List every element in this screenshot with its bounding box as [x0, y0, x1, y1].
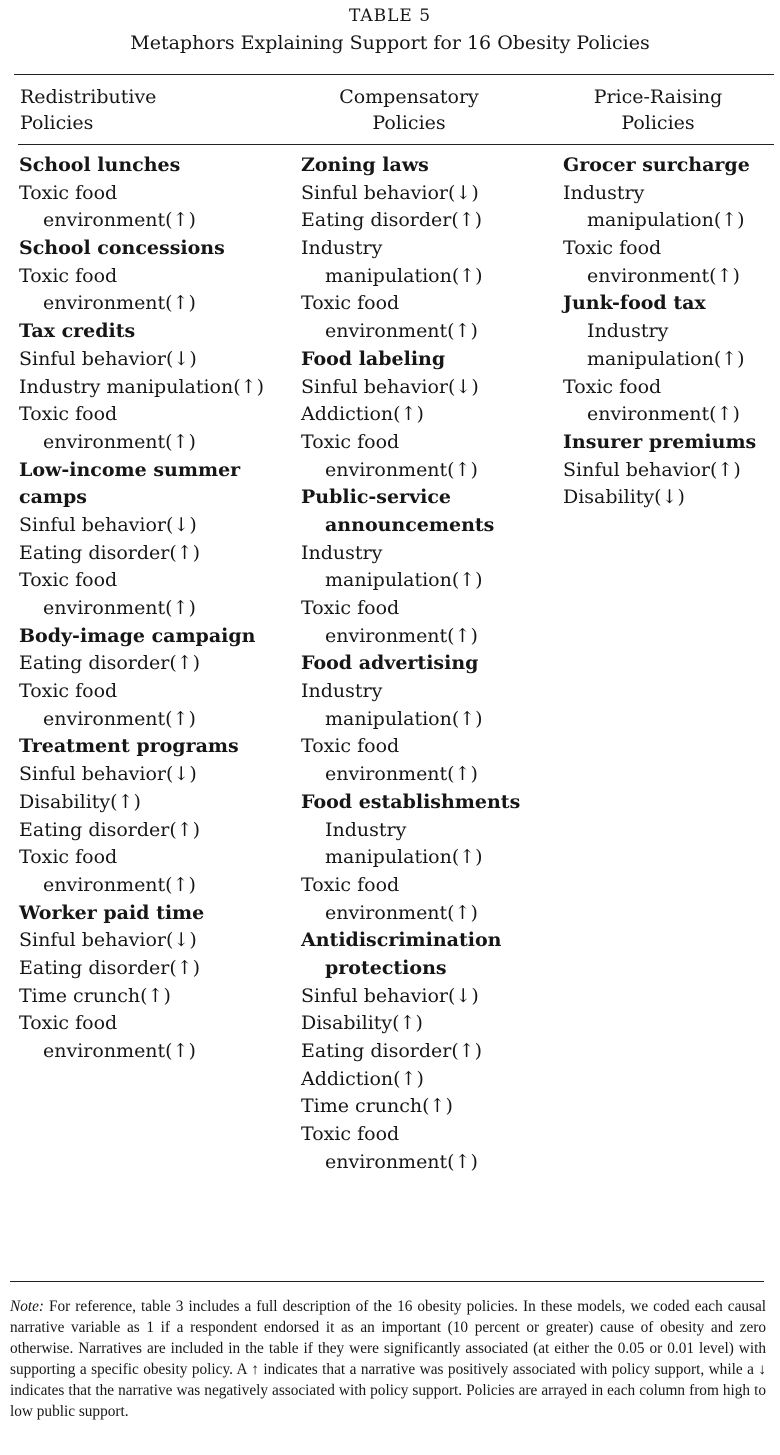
- narrative-entry: Toxic food: [19, 403, 118, 426]
- narrative-entry: Time crunch(↑): [19, 984, 171, 1007]
- narrative-entry: Industry: [325, 818, 407, 841]
- narrative-entry: manipulation(↑): [325, 264, 483, 287]
- policy-name: Tax credits: [19, 320, 136, 343]
- policy-name: Food establishments: [301, 790, 521, 813]
- policy-name: Grocer surcharge: [563, 154, 750, 176]
- narrative-entry: Eating disorder(↑): [301, 209, 483, 232]
- policy-name: School lunches: [19, 154, 181, 176]
- narrative-entry: Sinful behavior(↓): [19, 763, 197, 786]
- table-title: Metaphors Explaining Support for 16 Obesity Policies: [130, 32, 650, 54]
- narrative-entry: environment(↑): [43, 707, 196, 730]
- policy-name: Insurer premiums: [563, 430, 757, 453]
- narrative-entry: Industry: [301, 237, 383, 260]
- narrative-entry: Toxic food: [19, 846, 118, 869]
- narrative-entry: Toxic food: [301, 430, 400, 453]
- narrative-entry: Eating disorder(↑): [19, 956, 201, 979]
- header-line: Price-Raising: [593, 86, 723, 108]
- narrative-entry: Eating disorder(↑): [19, 541, 201, 564]
- header-line: Policies: [372, 112, 446, 134]
- narrative-entry: environment(↑): [325, 624, 478, 647]
- narrative-entry: Toxic food: [563, 237, 662, 260]
- narrative-entry: manipulation(↑): [325, 707, 483, 730]
- narrative-entry: Industry: [301, 541, 383, 564]
- policy-name: Antidiscrimination: [301, 929, 502, 952]
- narrative-entry: environment(↑): [43, 292, 196, 315]
- header-rule: [18, 144, 774, 145]
- column-redistributive: [19, 152, 264, 1066]
- narrative-entry: environment(↑): [43, 209, 196, 232]
- narrative-entry: environment(↑): [43, 597, 196, 619]
- narrative-entry: environment(↑): [587, 403, 740, 426]
- narrative-entry: environment(↑): [325, 458, 478, 481]
- narrative-entry: Toxic food: [19, 569, 118, 592]
- policy-name: Food advertising: [301, 652, 479, 675]
- column-price-raising: [563, 152, 756, 512]
- header-line: Policies: [20, 112, 94, 134]
- policy-name: Low-income summer: [19, 458, 241, 481]
- narrative-entry: Toxic food: [19, 181, 118, 204]
- narrative-entry: Toxic food: [301, 1123, 400, 1146]
- narrative-entry: Sinful behavior(↓): [19, 929, 197, 952]
- narrative-entry: Addiction(↑): [301, 403, 424, 426]
- policy-name: Treatment programs: [19, 735, 239, 758]
- narrative-entry: Eating disorder(↑): [301, 1040, 483, 1062]
- narrative-entry: Toxic food: [19, 1012, 118, 1035]
- narrative-entry: Industry: [301, 680, 383, 703]
- narrative-entry: Toxic food: [301, 597, 400, 619]
- narrative-entry: Toxic food: [563, 375, 662, 398]
- narrative-entry: manipulation(↑): [587, 209, 745, 232]
- header-line: Compensatory: [339, 86, 479, 108]
- policy-name: Body-image campaign: [19, 624, 256, 647]
- policy-name: Public-service: [301, 486, 451, 509]
- header-line: Redistributive: [20, 86, 157, 108]
- policy-name: protections: [325, 956, 447, 979]
- top-rule: [14, 74, 774, 75]
- narrative-entry: Sinful behavior(↑): [563, 458, 741, 481]
- narrative-entry: environment(↑): [325, 901, 478, 924]
- narrative-entry: Toxic food: [301, 735, 400, 758]
- narrative-entry: manipulation(↑): [325, 569, 483, 592]
- narrative-entry: Sinful behavior(↓): [301, 375, 479, 398]
- narrative-entry: Sinful behavior(↓): [19, 513, 197, 536]
- policy-name: announcements: [325, 513, 495, 536]
- column-header-redistributive: [20, 84, 156, 136]
- narrative-entry: Sinful behavior(↓): [301, 181, 479, 204]
- policy-name: School concessions: [19, 237, 225, 260]
- narrative-entry: Eating disorder(↑): [19, 652, 201, 675]
- narrative-entry: environment(↑): [325, 763, 478, 786]
- narrative-entry: environment(↑): [43, 430, 196, 453]
- narrative-entry: Industry: [563, 181, 645, 204]
- narrative-entry: environment(↑): [325, 1150, 478, 1173]
- policy-name: Worker paid time: [19, 901, 205, 924]
- note-label: Note:: [10, 1298, 44, 1315]
- narrative-entry: Industry manipulation(↑): [19, 375, 264, 398]
- narrative-entry: Toxic food: [301, 873, 400, 896]
- narrative-entry: manipulation(↑): [587, 347, 745, 370]
- header-line: Policies: [621, 112, 695, 134]
- narrative-entry: Addiction(↑): [301, 1067, 424, 1090]
- narrative-entry: Toxic food: [19, 680, 118, 703]
- narrative-entry: Time crunch(↑): [301, 1095, 453, 1118]
- narrative-entry: environment(↑): [325, 320, 478, 343]
- narrative-entry: environment(↑): [43, 1040, 196, 1062]
- narrative-entry: Sinful behavior(↓): [301, 984, 479, 1007]
- column-header-price-raising: [560, 84, 756, 136]
- column-compensatory: [301, 152, 520, 1176]
- narrative-entry: Toxic food: [301, 292, 400, 315]
- narrative-entry: environment(↑): [43, 873, 196, 896]
- narrative-entry: manipulation(↑): [325, 846, 483, 869]
- narrative-entry: environment(↑): [587, 264, 740, 287]
- narrative-entry: Disability(↑): [301, 1012, 423, 1035]
- narrative-entry: Toxic food: [19, 264, 118, 287]
- policy-name: Food labeling: [301, 347, 446, 370]
- table-note: [10, 1296, 766, 1422]
- column-header-compensatory: [300, 84, 518, 136]
- note-text: For reference, table 3 includes a full description of the 16 obesity policies. In these models, we coded each causal narrative variable as 1 if a respondent endorsed it as an important (10 percent or greater) cause of obesity and zero otherwise. Narratives are included in the table if they were significantly associated (at either the 0.05 or 0.01 level) with supporting a specific obesity policy. A ↑ indicates that a narrative was positively associated with policy support, while a ↓ indicates that the narrative was negatively associated with policy support. Policies are arrayed in each column from high to low public support.: [10, 1298, 766, 1420]
- narrative-entry: Sinful behavior(↓): [19, 347, 197, 370]
- bottom-rule: [10, 1281, 764, 1282]
- policy-name: Zoning laws: [301, 154, 429, 176]
- policy-name: Junk-food tax: [563, 292, 706, 315]
- table-label: TABLE 5: [348, 6, 432, 26]
- narrative-entry: Eating disorder(↑): [19, 818, 201, 841]
- policy-name: camps: [19, 486, 87, 509]
- narrative-entry: Disability(↓): [563, 486, 685, 509]
- narrative-entry: Industry: [587, 320, 669, 343]
- narrative-entry: Disability(↑): [19, 790, 141, 813]
